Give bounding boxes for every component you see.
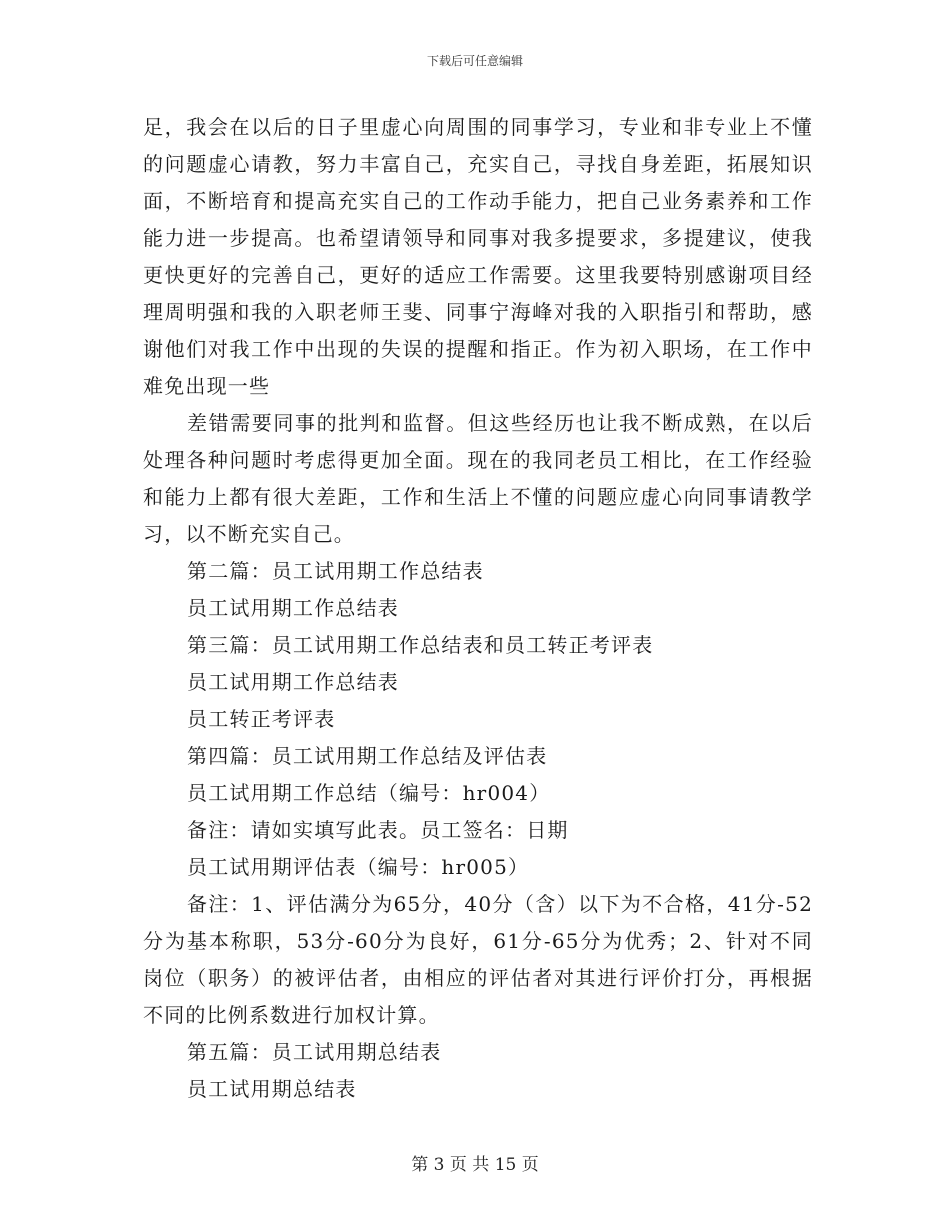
paragraph-note: 备注：请如实填写此表。员工签名：日期	[187, 818, 569, 842]
page-header: 下载后可任意编辑	[426, 54, 523, 68]
paragraph-line: 员工试用期工作总结表	[187, 596, 399, 620]
paragraph-line: 员工试用期评估表（编号：hr005）	[187, 855, 530, 879]
paragraph-note-scoring: 备注：1、评估满分为65分，40分（含）以下为不合格，41分-52分为基本称职，53分-60分为良好，61分-65分为优秀；2、针对不同岗位（职务）的被评估者，由相应的评估者对其进行评价打分，再根据不同的比例系数进行加权计算。	[143, 892, 813, 1027]
paragraph-line: 员工试用期工作总结（编号：hr004）	[187, 781, 551, 805]
section-heading-3: 第三篇：员工试用期工作总结表和员工转正考评表	[187, 633, 654, 657]
section-heading-5: 第五篇：员工试用期总结表	[187, 1040, 442, 1064]
section-heading-4: 第四篇：员工试用期工作总结及评估表	[187, 744, 548, 768]
paragraph-line: 员工试用期工作总结表	[187, 670, 399, 694]
paragraph-line: 员工转正考评表	[187, 707, 336, 731]
section-heading-2: 第二篇：员工试用期工作总结表	[187, 559, 484, 583]
paragraph-continuation: 足，我会在以后的日子里虚心向周围的同事学习，专业和非专业上不懂的问题虚心请教，努力丰富自己，充实自己，寻找自身差距，拓展知识面，不断培育和提高充实自己的工作动手能力，把自己业务素养和工作能力进一步提高。也希望请领导和同事对我多提要求，多提建议，使我更快更好的完善自己，更好的适应工作需要。这里我要特别感谢项目经理周明强和我的入职老师王斐、同事宁海峰对我的入职指引和帮助，感谢他们对我工作中出现的失误的提醒和指正。作为初入职场，在工作中难免出现一些	[143, 115, 813, 398]
document-body	[143, 109, 813, 1108]
paragraph-reflection: 差错需要同事的批判和监督。但这些经历也让我不断成熟，在以后处理各种问题时考虑得更加全面。现在的我同老员工相比，在工作经验和能力上都有很大差距，工作和生活上不懂的问题应虚心向同事请教学习，以不断充实自己。	[143, 411, 813, 546]
page-number-footer: 第 3 页 共 15 页	[411, 1155, 539, 1175]
paragraph-line: 员工试用期总结表	[187, 1077, 357, 1101]
